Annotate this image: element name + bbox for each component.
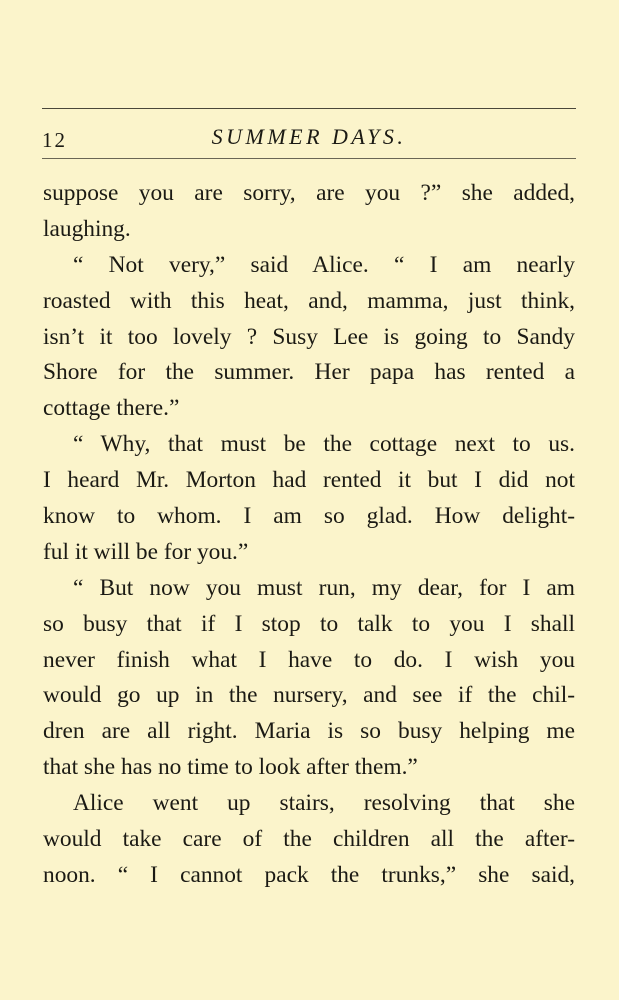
top-rule <box>42 108 576 109</box>
text-line: ful it will be for you.” <box>43 538 249 565</box>
text-line: would go up in the nursery, and see if the chil- <box>43 682 575 709</box>
text-line: “ But now you must run, my dear, for I am <box>73 574 575 601</box>
text-line: isn’t it too lovely ? Susy Lee is going to Sandy <box>43 323 575 350</box>
text-line: “ Not very,” said Alice. “ I am nearly <box>73 251 575 278</box>
text-line: would take care of the children all the after- <box>43 826 575 853</box>
text-line: dren are all right. Maria is so busy helping me <box>43 718 575 745</box>
text-line: “ Why, that must be the cottage next to us. <box>73 431 575 458</box>
text-line: never finish what I have to do. I wish you <box>43 646 575 673</box>
text-line: roasted with this heat, and, mamma, just think, <box>43 287 575 314</box>
text-line: laughing. <box>43 215 131 242</box>
text-line: Shore for the summer. Her papa has rented a <box>43 359 575 386</box>
text-line: suppose you are sorry, are you ?” she added, <box>43 180 575 206</box>
text-line: I heard Mr. Morton had rented it but I did not <box>43 467 575 494</box>
text-line: noon. “ I cannot pack the trunks,” she said, <box>43 861 575 888</box>
page-header <box>42 124 576 156</box>
text-line: Alice went up stairs, resolving that she <box>73 790 575 817</box>
page-number: 12 <box>42 128 67 152</box>
text-line: know to whom. I am so glad. How delight- <box>43 503 575 530</box>
body-text <box>43 176 575 894</box>
header-rule <box>42 158 576 159</box>
text-line: so busy that if I stop to talk to you I shall <box>43 610 575 637</box>
running-title: SUMMER DAYS. <box>211 124 407 149</box>
text-line: that she has no time to look after them.” <box>43 754 418 781</box>
text-line: cottage there.” <box>43 395 180 422</box>
